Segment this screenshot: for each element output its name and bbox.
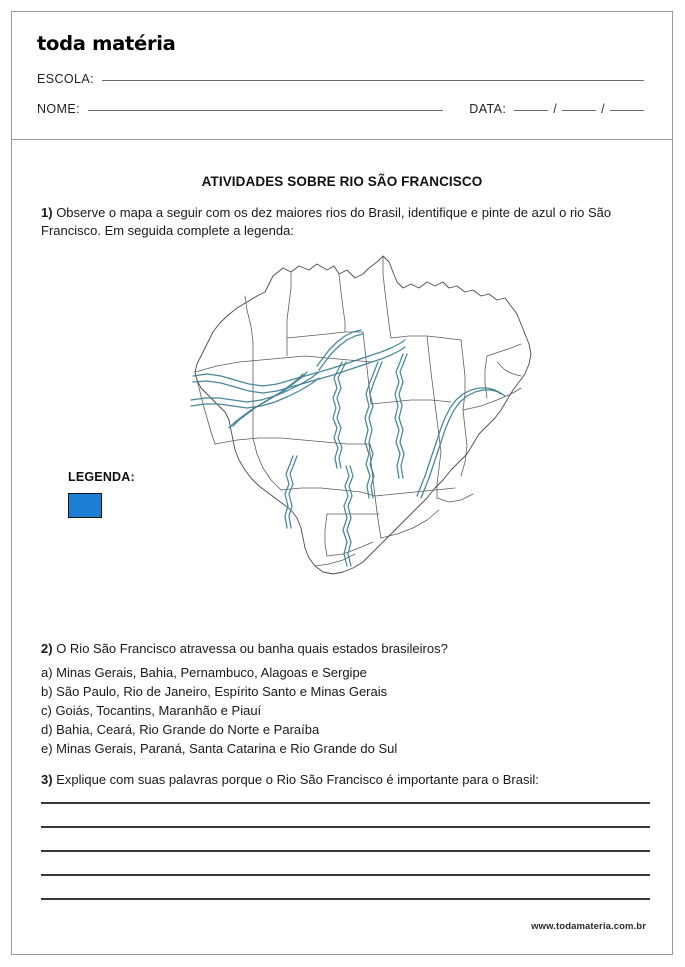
answer-line[interactable] <box>41 874 650 876</box>
question-3-answer-lines <box>41 802 650 922</box>
header <box>12 12 672 140</box>
date-separator-2: / <box>601 102 605 116</box>
school-input-line[interactable] <box>102 80 644 81</box>
question-2-text: O Rio São Francisco atravessa ou banha quais estados brasileiros? <box>56 641 448 656</box>
option-c[interactable]: c) Goiás, Tocantins, Maranhão e Piauí <box>41 703 262 719</box>
answer-line[interactable] <box>41 898 650 900</box>
school-label: ESCOLA: <box>37 72 94 86</box>
name-label: NOME: <box>37 102 80 116</box>
worksheet-content <box>12 140 672 954</box>
question-1 <box>41 204 650 239</box>
question-1-text: Observe o mapa a seguir com os dez maiores rios do Brasil, identifique e pinte de azul o rio São Francisco. Em seguida complete a legenda: <box>41 205 612 238</box>
sheet-border <box>11 11 673 955</box>
legend-color-swatch[interactable] <box>68 493 102 518</box>
brazil-rivers-map[interactable] <box>187 248 547 598</box>
school-field-row <box>37 72 644 86</box>
page-title: ATIVIDADES SOBRE RIO SÃO FRANCISCO <box>201 174 483 189</box>
date-separator-1: / <box>553 102 558 116</box>
name-date-field-row <box>37 102 644 116</box>
legend <box>68 470 135 518</box>
question-2-number: 2) <box>41 641 53 656</box>
date-field-group <box>469 102 644 116</box>
footer-url[interactable]: www.todamateria.com.br <box>531 921 646 932</box>
question-1-number: 1) <box>41 205 53 220</box>
date-day-input[interactable] <box>514 110 548 111</box>
option-b[interactable]: b) São Paulo, Rio de Janeiro, Espírito Santo e Minas Gerais <box>41 684 388 700</box>
question-3 <box>41 771 650 789</box>
answer-line[interactable] <box>41 802 650 804</box>
answer-line[interactable] <box>41 826 650 828</box>
date-label: DATA: <box>469 102 507 116</box>
option-a[interactable]: a) Minas Gerais, Bahia, Pernambuco, Alagoas e Sergipe <box>41 665 367 680</box>
option-e[interactable]: e) Minas Gerais, Paraná, Santa Catarina e Rio Grande do Sul <box>41 741 398 757</box>
date-month-input[interactable] <box>562 110 596 111</box>
option-d[interactable]: d) Bahia, Ceará, Rio Grande do Norte e Paraíba <box>41 722 320 738</box>
answer-line[interactable] <box>41 850 650 852</box>
question-3-number: 3) <box>41 772 53 787</box>
legend-title: LEGENDA: <box>68 470 135 484</box>
question-2-options <box>41 663 650 759</box>
name-input-line[interactable] <box>88 110 443 111</box>
question-3-text: Explique com suas palavras porque o Rio São Francisco é importante para o Brasil: <box>56 772 539 787</box>
question-2 <box>41 640 650 658</box>
brand-logo: toda matéria <box>37 32 176 55</box>
date-year-input[interactable] <box>610 110 644 111</box>
